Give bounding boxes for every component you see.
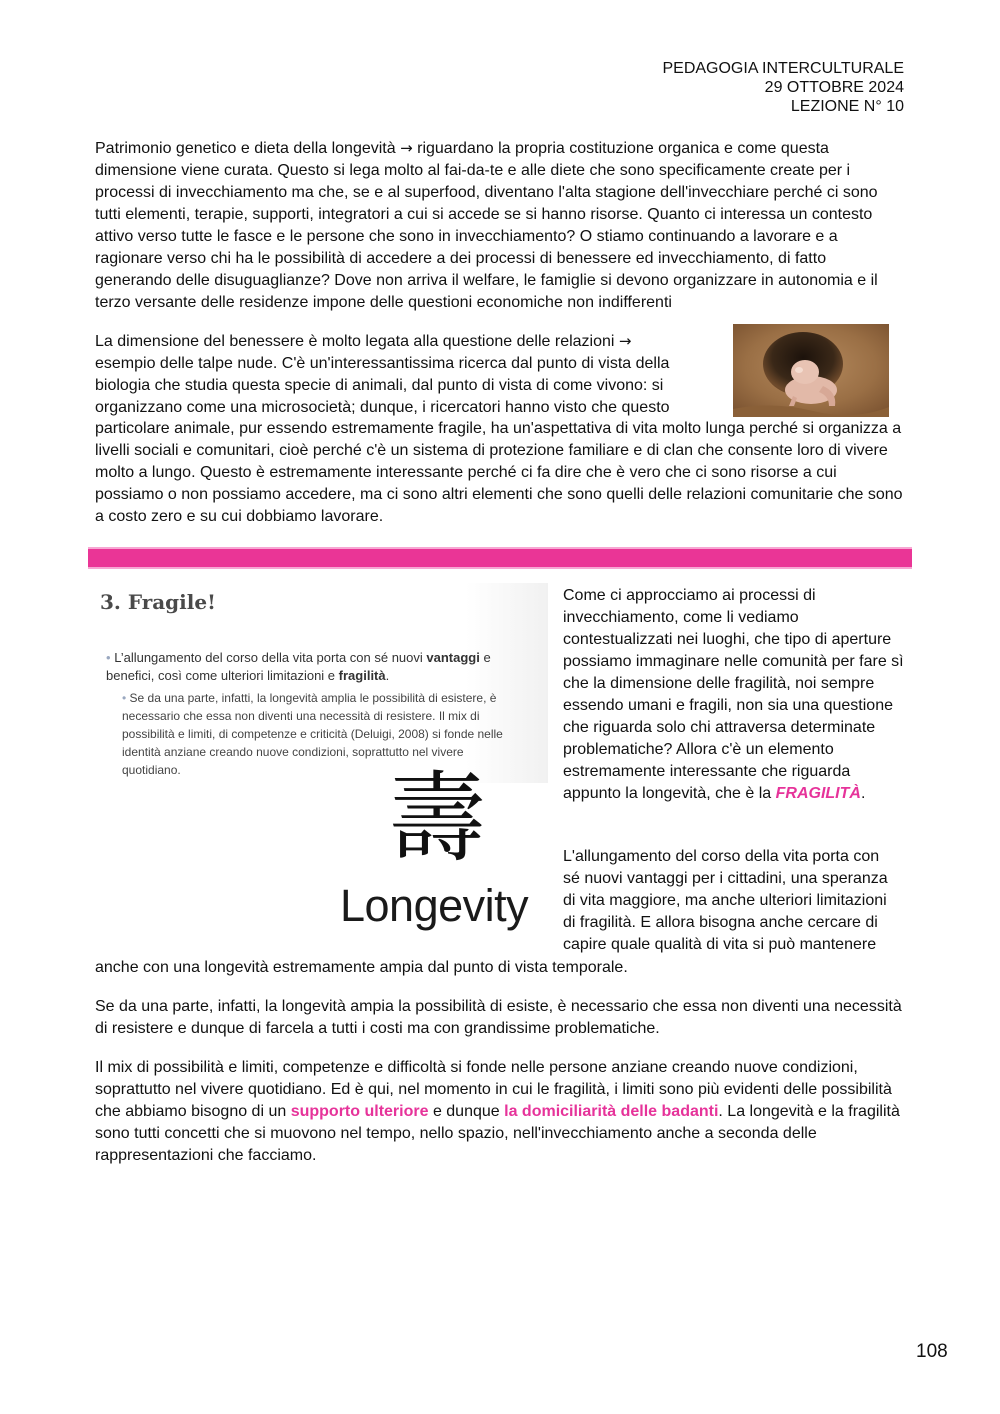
slide-bullet-1: • L’allungamento del corso della vita porta con sé nuovi vantaggi e benefici, così come ulteriori limitazioni e fragilità. [106, 650, 491, 683]
fragility-emphasis: FRAGILITÀ [775, 785, 861, 802]
genetics-lead: Patrimonio genetico e dieta della longevità [95, 140, 396, 157]
page-header [504, 59, 904, 116]
relations-line-4: organizzano come una microsocietà; dunque, i ricercatori hanno visto che questo [95, 399, 670, 416]
longevity-kanji: 壽 [388, 762, 487, 876]
relations-line-3: biologia che studia questa specie di animali, dal punto di vista di come vivono: si [95, 377, 664, 394]
arrow-icon: → [618, 332, 632, 350]
longevity-label: Longevity [340, 880, 529, 931]
paragraph-mix: Il mix di possibilità e limiti, competenze e difficoltà si fonde nelle persone anziane creando nuove condizioni, soprattutto nel vivere quotidiano. Ed è qui, nel momento in cui le fragilità, i limiti sono più evidenti delle possibilità che abbiamo bisogno di un supporto ulteriore e dunque la domiciliarità delle badanti. La longevità e la fragilità sono tutti concetti che si muovono nel tempo, nello spazio, nell'invecchiamento anche a seconda delle rappresentazioni che facciamo. [95, 1059, 900, 1164]
bullet-icon: • [122, 691, 127, 705]
genetics-text: riguardano la propria costituzione organica e come questa dimensione viene curata. Questo si lega molto al fai-da-te e alle diete che sono specificamente create per i processi di invecchiamento ma che, se e al superfood, diventano l'alta stagione dell'invecchiare perché ci sono tutti elementi, terapie, supporti, integratori a cui si accede se si hanno risorse. Quanto ci interessa un contesto attivo verso tutte le fasce e le persone che sono in invecchiamento? O stiamo continuando a lavorare e a ragionare verso chi ha le possibilità di accedere a dei processi di benessere ed invecchiamento, di fatto generando delle disuguaglianze? Dove non arriva il welfare, le famiglie si devono organizzare in autonomia e il terzo versante delle residenze impone delle questioni economiche non indifferenti [95, 140, 878, 311]
right-column-para-1: Come ci approcciamo ai processi di invecchiamento, come li vediamo contestualizzati nei luoghi, che tipo di aperture possiamo immaginare nelle comunità per fare sì che la dimensione delle fragilità, noi sempre essendo umani e fragili, non sia una questione che riguarda solo chi attraversa determinate problematiche? Allora c'è un elemento estremamente interessante che riguarda appunto la longevità, che è la FRAGILITÀ. [563, 587, 904, 802]
arrow-icon: → [400, 139, 413, 157]
support-emphasis: supporto ulteriore [290, 1103, 429, 1120]
paragraph-genetics [95, 137, 905, 314]
slide-title: 3. Fragile! [100, 590, 216, 614]
lesson-number: LEZIONE N° 10 [790, 98, 904, 115]
home-care-emphasis: la domiciliarità delle badanti [504, 1103, 719, 1120]
lesson-date: 29 OTTOBRE 2024 [764, 79, 904, 96]
page-number: 108 [916, 1341, 948, 1362]
section-divider [88, 547, 912, 569]
para-tail-line: anche con una longevità estremamente ampia dal punto di vista temporale. [95, 959, 628, 976]
relations-line-1: La dimensione del benessere è molto legata alla questione delle relazioni [95, 333, 615, 350]
relations-line-2: esempio delle talpe nude. C'è un'interessantissima ricerca dal punto di vista della [95, 355, 670, 372]
course-title: PEDAGOGIA INTERCULTURALE [662, 60, 904, 77]
paragraph-resistere: Se da una parte, infatti, la longevità ampia la possibilità di esiste, è necessario che essa non diventi una necessità di resistere e dunque di farcela a tutti i costi ma con grandissime problematiche. [95, 998, 902, 1037]
right-column-para-2: L'allungamento del corso della vita porta con sé nuovi vantaggi per i cittadini, una speranza di vita maggiore, ma anche ulteriori limitazioni di fragilità. E allora bisogna anche cercare di capire quale qualità di vita si può mantenere [563, 848, 888, 953]
naked-mole-rat-image [733, 324, 889, 417]
bullet-icon: • [106, 650, 111, 665]
paragraph-relations-rest: particolare animale, pur essendo estremamente fragile, ha un'aspettativa di vita molto lunga perché si organizza a livelli sociali e comunitari, cioè perché c'è un sistema di protezione familiare e di clan che consente loro di vivere molto a lungo. Questo è estremamente interessante perché ci fa dire che è vero che ci sono risorse a cui possiamo o non possiamo accedere, ma ci sono altri elementi che sono quelli delle relazioni comunitarie che sono a costo zero e su cui dobbiamo lavorare. [95, 420, 903, 525]
paragraph-relations-top [95, 330, 695, 419]
slide-fragile [92, 583, 548, 783]
slide-bullet-2: • Se da una parte, infatti, la longevità amplia le possibilità di esistere, è necessario che essa non diventi una necessità di resistere. Il mix di possibilità e limiti, di competenze e criticità (Deluigi, 2008) si fonde nelle identità anziane creando nuove condizioni, soprattutto nel vivere quotidiano. [122, 691, 503, 777]
